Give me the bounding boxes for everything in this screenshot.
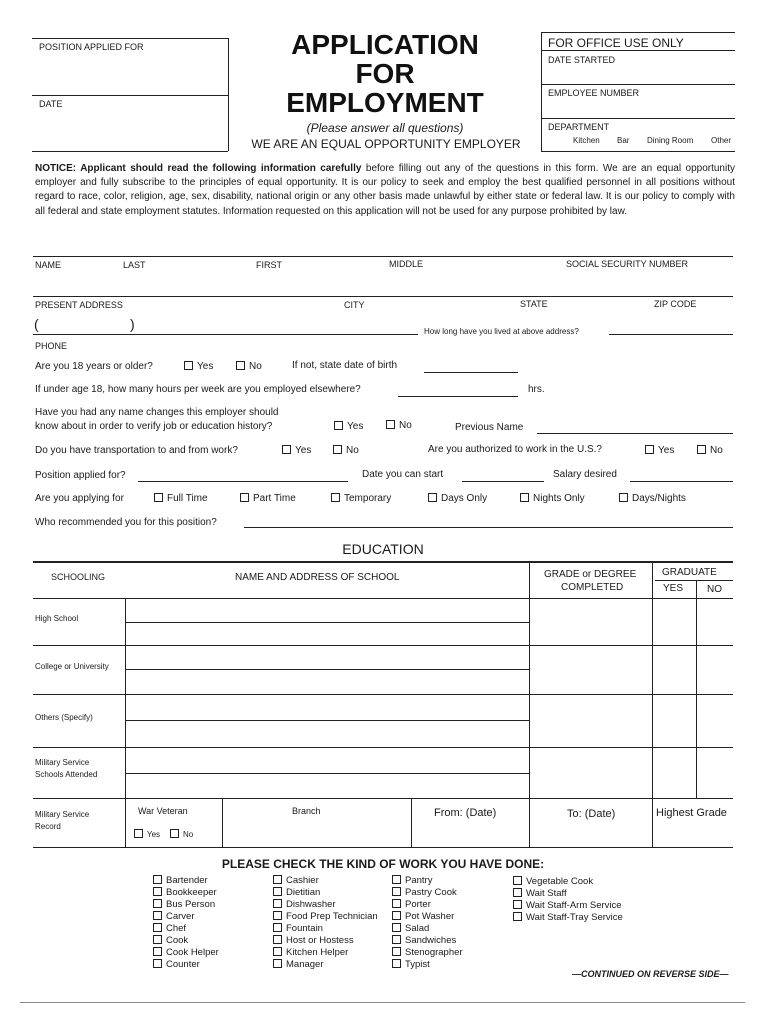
first-name-field[interactable]: FIRST: [256, 260, 282, 270]
under-18-question: If under age 18, how many hours per week are you employed elsewhere?: [35, 384, 361, 395]
transportation-yes-checkbox[interactable]: Yes: [282, 445, 311, 456]
date-start-label: Date you can start: [362, 469, 444, 480]
department-dining-room[interactable]: Dining Room: [647, 136, 694, 145]
part-time-checkbox[interactable]: Part Time: [240, 493, 296, 504]
work-kind-column-2: [273, 875, 378, 971]
hours-input[interactable]: [398, 396, 518, 397]
phone-input[interactable]: [33, 334, 418, 335]
department-field[interactable]: DEPARTMENT: [548, 122, 610, 132]
edu-vrule-3: [652, 562, 653, 847]
record-vrule-2: [411, 798, 412, 847]
how-long-input[interactable]: [609, 334, 733, 335]
position-applied-question: Position applied for?: [35, 470, 126, 481]
notice-text: before filling out any of the questions in this form. We are an equal opportunity employer and fully subscribe to the principles of equal opportunity. It is our policy to seek and employ the best qualified personnel in all positions without regard to race, color, religion, age, sex, disability, national origin or any other basis made unlawful by either state or federal law. It is our policy to comply with all federal and state employment statutes. Information requested on this application will not be used for any purpose prohibited by law.: [35, 163, 735, 217]
college-bottom-rule: [33, 694, 733, 695]
work-stenographer-checkbox[interactable]: Stenographer: [392, 947, 463, 959]
address-rule: [33, 296, 733, 297]
veteran-yes-checkbox[interactable]: Yes: [134, 829, 160, 839]
days-nights-checkbox[interactable]: Days/Nights: [619, 493, 686, 504]
employee-number-field[interactable]: EMPLOYEE NUMBER: [548, 88, 640, 98]
zip-field[interactable]: ZIP CODE: [654, 299, 697, 309]
department-kitchen[interactable]: Kitchen: [573, 136, 600, 145]
continued-note: —CONTINUED ON REVERSE SIDE—: [572, 969, 729, 979]
work-counter-checkbox[interactable]: Counter: [153, 959, 219, 971]
transportation-no-checkbox[interactable]: No: [333, 445, 359, 456]
military-bottom-rule: [33, 798, 733, 799]
age-yes-checkbox[interactable]: Yes: [184, 361, 213, 372]
ssn-field[interactable]: SOCIAL SECURITY NUMBER: [566, 259, 689, 269]
work-kind-column-1: [153, 875, 219, 971]
name-rule: [33, 256, 733, 257]
office-box-top-rule: [541, 32, 735, 33]
work-salad-checkbox[interactable]: Salad: [392, 923, 463, 935]
row-high-school: High School: [35, 614, 79, 623]
position-box-top-rule: [32, 38, 228, 39]
work-kind-column-3: [392, 875, 463, 971]
name-label: NAME: [35, 260, 62, 270]
work-carver-checkbox[interactable]: Carver: [153, 911, 219, 923]
work-sandwiches-checkbox[interactable]: Sandwiches: [392, 935, 463, 947]
work-wait-staff-arm-checkbox[interactable]: Wait Staff-Arm Service: [513, 900, 623, 912]
temporary-checkbox[interactable]: Temporary: [331, 493, 391, 504]
work-food-prep-checkbox[interactable]: Food Prep Technician: [273, 911, 378, 923]
present-address-field[interactable]: PRESENT ADDRESS: [35, 300, 123, 310]
name-change-question-1: Have you had any name changes this employer should: [35, 407, 279, 418]
work-dishwasher-checkbox[interactable]: Dishwasher: [273, 899, 378, 911]
college-mid-rule: [125, 669, 529, 670]
position-box-bottom-rule: [32, 151, 228, 152]
work-cook-helper-checkbox[interactable]: Cook Helper: [153, 947, 219, 959]
page-title: [240, 30, 530, 117]
work-fountain-checkbox[interactable]: Fountain: [273, 923, 378, 935]
recommended-input[interactable]: [244, 527, 733, 528]
record-label-2: Record: [35, 822, 61, 831]
date-start-input[interactable]: [462, 481, 544, 482]
col-no: NO: [707, 584, 722, 595]
col-graduate: GRADUATE: [662, 567, 717, 578]
date-label[interactable]: DATE: [39, 99, 63, 109]
recommended-question: Who recommended you for this position?: [35, 517, 217, 528]
authorized-yes-checkbox[interactable]: Yes: [645, 445, 674, 456]
work-bookkeeper-checkbox[interactable]: Bookkeeper: [153, 887, 219, 899]
col-yes: YES: [663, 583, 684, 594]
work-wait-staff-checkbox[interactable]: Wait Staff: [513, 888, 623, 900]
how-long-label: How long have you lived at above address?: [424, 327, 579, 336]
city-field[interactable]: CITY: [344, 300, 365, 310]
record-label-1: Military Service: [35, 810, 90, 819]
office-use-heading: FOR OFFICE USE ONLY: [548, 36, 684, 50]
work-porter-checkbox[interactable]: Porter: [392, 899, 463, 911]
row-others: Others (Specify): [35, 713, 93, 722]
branch-field[interactable]: Branch: [292, 806, 321, 816]
department-bar[interactable]: Bar: [617, 136, 630, 145]
edu-vrule-2: [529, 562, 530, 847]
work-wait-staff-tray-checkbox[interactable]: Wait Staff-Tray Service: [513, 912, 623, 924]
phone-paren-close: ): [130, 316, 135, 332]
col-grade-2: COMPLETED: [561, 582, 624, 593]
notice-paragraph: [35, 162, 735, 219]
row-college: College or University: [35, 662, 109, 671]
education-bottom-rule: [33, 847, 733, 848]
work-manager-checkbox[interactable]: Manager: [273, 959, 378, 971]
education-header-rule: [33, 598, 733, 599]
phone-paren-open: (: [34, 316, 39, 332]
office-box-rule-3: [541, 118, 735, 119]
work-cook-checkbox[interactable]: Cook: [153, 935, 219, 947]
title-line-1: APPLICATION: [291, 29, 479, 60]
row-military-1: Military Service: [35, 758, 90, 767]
notice-lead: NOTICE: Applicant should read the following information carefully: [35, 163, 362, 174]
position-box-right-rule: [228, 38, 229, 151]
office-box-bottom-rule: [541, 151, 735, 152]
hrs-label: hrs.: [528, 384, 545, 395]
age-question: Are you 18 years or older?: [35, 361, 153, 372]
state-field[interactable]: STATE: [520, 299, 548, 309]
education-heading: EDUCATION: [342, 541, 424, 557]
work-pastry-cook-checkbox[interactable]: Pastry Cook: [392, 887, 463, 899]
others-mid-rule: [125, 720, 529, 721]
others-bottom-rule: [33, 747, 733, 748]
from-date-field[interactable]: From: (Date): [434, 807, 497, 819]
name-change-question-2: know about in order to verify job or education history?: [35, 421, 273, 432]
date-started-field[interactable]: DATE STARTED: [548, 55, 616, 65]
title-line-3: EMPLOYMENT: [286, 87, 484, 118]
hs-mid-rule: [125, 622, 529, 623]
work-bartender-checkbox[interactable]: Bartender: [153, 875, 219, 887]
previous-name-input[interactable]: [537, 433, 733, 434]
authorized-question: Are you authorized to work in the U.S.?: [428, 444, 602, 455]
col-grade-1: GRADE or DEGREE: [544, 569, 637, 580]
authorized-no-checkbox[interactable]: No: [697, 445, 723, 456]
work-typist-checkbox[interactable]: Typist: [392, 959, 463, 971]
work-chef-checkbox[interactable]: Chef: [153, 923, 219, 935]
applying-for-label: Are you applying for: [35, 493, 124, 504]
age-no-checkbox[interactable]: No: [236, 361, 262, 372]
equal-opportunity-text: WE ARE AN EQUAL OPPORTUNITY EMPLOYER: [251, 137, 521, 151]
hs-bottom-rule: [33, 645, 733, 646]
edu-vrule-4: [696, 580, 697, 798]
office-box-rule-1: [541, 50, 735, 51]
war-veteran-label: War Veteran: [138, 806, 188, 816]
last-name-field[interactable]: LAST: [123, 260, 146, 270]
nights-only-checkbox[interactable]: Nights Only: [520, 493, 585, 504]
full-time-checkbox[interactable]: Full Time: [154, 493, 208, 504]
work-host-checkbox[interactable]: Host or Hostess: [273, 935, 378, 947]
edu-vrule-1: [125, 598, 126, 847]
position-box-divider: [32, 95, 228, 96]
military-mid-rule: [125, 773, 529, 774]
education-top-rule: [33, 561, 733, 563]
salary-label: Salary desired: [553, 469, 617, 480]
page-bottom-rule: [20, 1002, 745, 1003]
work-dietitian-checkbox[interactable]: Dietitian: [273, 887, 378, 899]
transportation-question: Do you have transportation to and from work?: [35, 445, 238, 456]
name-change-yes-checkbox[interactable]: Yes: [334, 421, 363, 432]
work-bus-person-checkbox[interactable]: Bus Person: [153, 899, 219, 911]
work-kind-heading: PLEASE CHECK THE KIND OF WORK YOU HAVE DONE:: [221, 857, 545, 871]
record-vrule-1: [222, 798, 223, 847]
days-only-checkbox[interactable]: Days Only: [428, 493, 487, 504]
office-box-rule-2: [541, 84, 735, 85]
salary-input[interactable]: [630, 481, 733, 482]
position-applied-for-label[interactable]: POSITION APPLIED FOR: [39, 42, 144, 52]
work-cashier-checkbox[interactable]: Cashier: [273, 875, 378, 887]
to-date-field[interactable]: To: (Date): [567, 808, 616, 820]
work-pantry-checkbox[interactable]: Pantry: [392, 875, 463, 887]
work-kitchen-helper-checkbox[interactable]: Kitchen Helper: [273, 947, 378, 959]
previous-name-label: Previous Name: [455, 422, 524, 433]
work-kind-column-4: [513, 876, 623, 924]
col-name-address: NAME AND ADDRESS OF SCHOOL: [235, 572, 400, 583]
phone-label: PHONE: [35, 341, 68, 351]
title-line-2: FOR: [355, 58, 415, 89]
subtitle: (Please answer all questions): [306, 121, 464, 135]
middle-name-field[interactable]: MIDDLE: [389, 259, 424, 269]
work-vegetable-cook-checkbox[interactable]: Vegetable Cook: [513, 876, 623, 888]
work-pot-washer-checkbox[interactable]: Pot Washer: [392, 911, 463, 923]
position-applied-input[interactable]: [138, 481, 348, 482]
veteran-no-checkbox[interactable]: No: [170, 829, 193, 839]
date-of-birth-input[interactable]: [424, 372, 518, 373]
department-other[interactable]: Other: [711, 136, 732, 145]
highest-grade-field[interactable]: Highest Grade: [656, 807, 727, 819]
col-schooling: SCHOOLING: [51, 572, 106, 582]
graduate-rule: [655, 580, 733, 581]
row-military-2: Schools Attended: [35, 770, 98, 779]
if-not-label: If not, state date of birth: [292, 360, 398, 371]
name-change-no-checkbox[interactable]: No: [386, 420, 412, 431]
